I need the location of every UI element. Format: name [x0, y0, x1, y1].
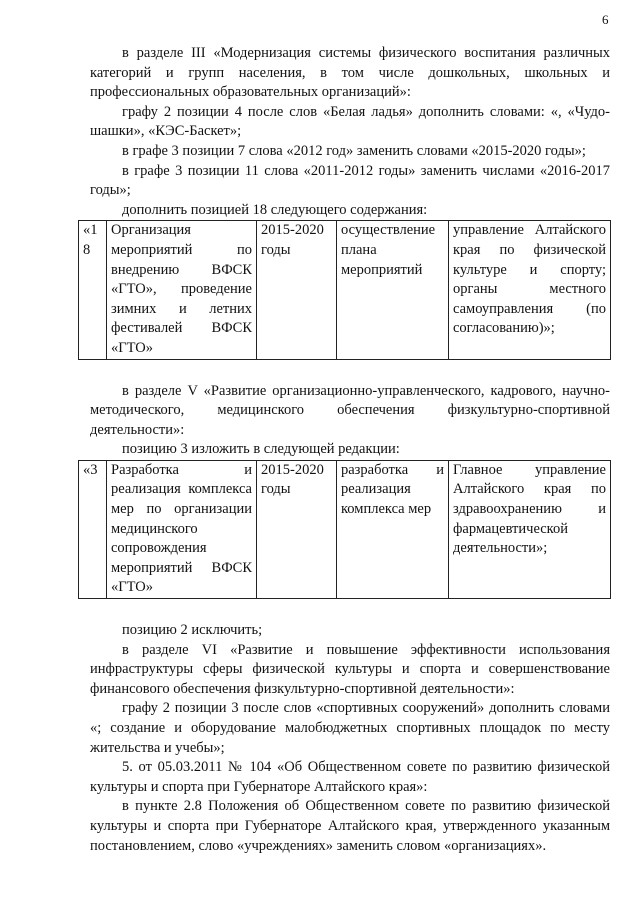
table-cell-action: осуществление плана мероприятий [337, 221, 449, 359]
table-cell-number: «3 [79, 460, 107, 598]
amendment-table-position-18 [78, 220, 611, 359]
paragraph-section-6: в разделе VI «Развитие и повышение эффективности использования инфраструктуры сферы физической культуры и спорта и совершенствование финансового обеспечения физкультурно-спортивной деятельности»: [90, 641, 610, 697]
paragraph-section-5: в разделе V «Развитие организационно-управленческого, кадрового, научно-методического, медицинского обеспечения физкультурно-спортивной деятельности»: [90, 382, 610, 438]
table-cell-years: 2015-2020 годы [257, 221, 337, 359]
table-cell-measure: Разработка и реализация комплекса мер по организации медицинского сопровождения мероприятий ВФСК «ГТО» [107, 460, 257, 598]
amendment-table-position-3 [78, 460, 611, 599]
paragraph-position-7: в графе 3 позиции 7 слова «2012 год» заменить словами «2015-2020 годы»; [122, 142, 586, 159]
paragraph-position-4: графу 2 позиции 4 после слов «Белая ладья» дополнить словами: «, «Чудо-шашки», «КЭС-Баскет»; [90, 103, 610, 140]
table-row [79, 460, 611, 598]
table-cell-number: «18 [79, 221, 107, 359]
table-cell-executor: управление Алтайского края по физической культуре и спорту; органы местного самоуправления (по согласованию)»; [449, 221, 611, 359]
paragraph-position-3-edit: позицию 3 изложить в следующей редакции: [122, 441, 400, 458]
paragraph-position-11: в графе 3 позиции 11 слова «2011-2012 годы» заменить числами «2016-2017 годы»; [90, 162, 610, 199]
paragraph-position-2-remove: позицию 2 исключить; [122, 622, 263, 639]
table-cell-measure: Организация мероприятий по внедрению ВФСК «ГТО», проведение зимних и летних фестивалей ВФСК «ГТО» [107, 221, 257, 359]
paragraph-clause-2-8: в пункте 2.8 Положения об Общественном совете по развитию физической культуры и спорта при Губернаторе Алтайского края, утвержденного указанным постановлением, слово «учреждениях» заменить словом «организациях». [90, 798, 610, 854]
table-row [79, 221, 611, 359]
table-cell-executor: Главное управление Алтайского края по здравоохранению и фармацевтической деятельности»; [449, 460, 611, 598]
paragraph-add-position-18: дополнить позицией 18 следующего содержания: [122, 201, 428, 218]
document-body [83, 44, 610, 856]
paragraph-position-3-addition: графу 2 позиции 3 после слов «спортивных сооружений» дополнить словами «; создание и оборудование малобюджетных спортивных площадок по месту жительства и учебы»; [90, 700, 610, 756]
paragraph-decree-104: 5. от 05.03.2011 № 104 «Об Общественном совете по развитию физической культуры и спорта при Губернаторе Алтайского края»: [90, 759, 610, 795]
table-cell-action: разработка и реализация комплекса мер [337, 460, 449, 598]
paragraph-section-3: в разделе III «Модернизация системы физического воспитания различных категорий и групп населения, в том числе дошкольных, школьных и профессиональных образовательных организаций»: [90, 45, 610, 101]
table-cell-years: 2015-2020 годы [257, 460, 337, 598]
page-number: 6 [602, 12, 609, 27]
